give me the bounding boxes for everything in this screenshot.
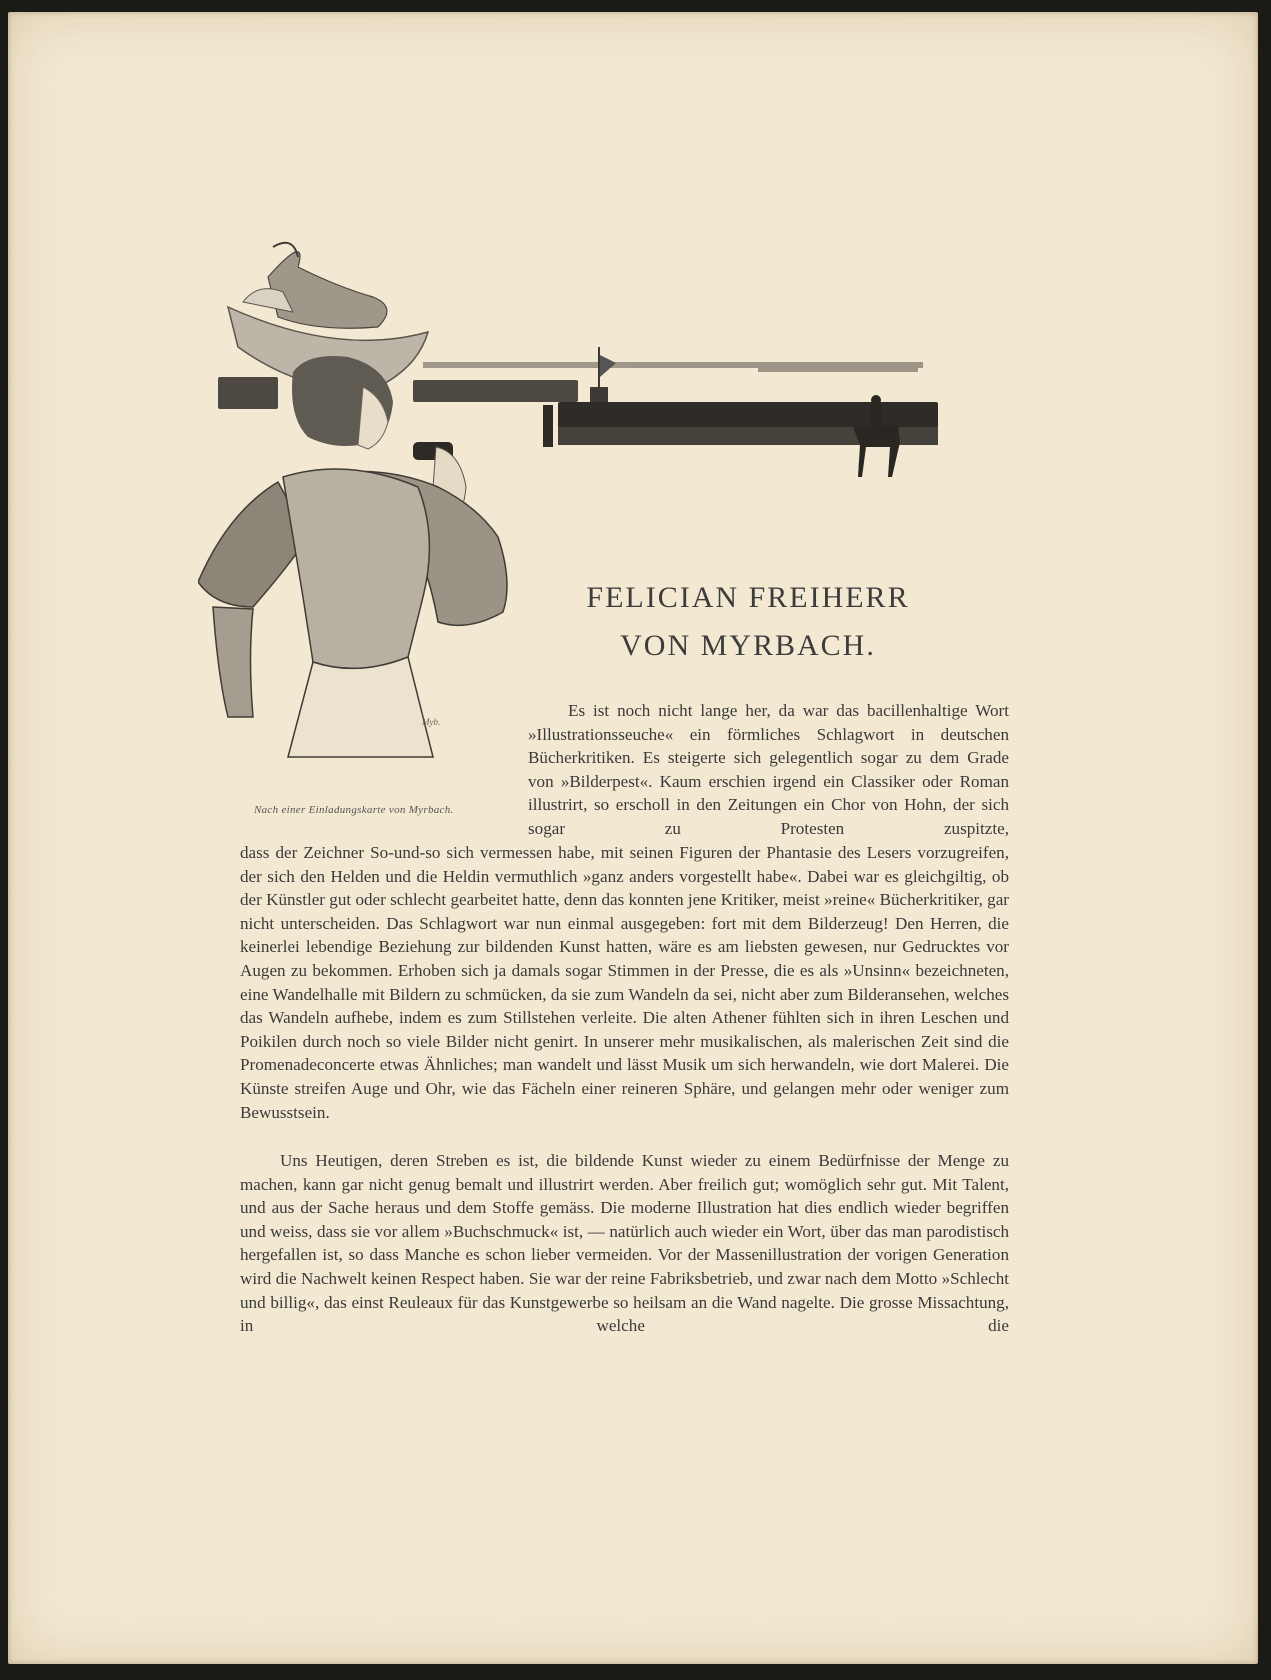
title-line-1: FELICIAN FREIHERR <box>586 581 910 614</box>
body-paragraph-1-text: dass der Zeichner So-und-so sich vermessen habe, mit seinen Figuren der Phantasie des Lesers vorzugreifen, der sich den Helden und die Heldin vermuthlich »ganz anders vorgestellt habe«. Dabei war es gleichgiltig, ob der Künstler gut oder schlecht gearbeitet hatte, denn das konnten jene Kritiker, meist »reine« Bücherkritiker, gar nicht unterscheiden. Das Schlagwort war nun einmal ausgegeben: fort mit dem Bilderzeug! Den Herren, die keinerlei lebendige Beziehung zur bildenden Kunst hatten, wäre es am liebsten gewesen, nur Gedrucktes vor Augen zu bekommen. Erhoben sich ja damals sogar Stimmen in der Presse, die es als »Unsinn« bezeichneten, eine Wandelhalle mit Bildern zu schmücken, da sie zum Wandeln da sei, nicht aber zum Bilderansehen, welches das Wandeln aufhebe, indem es zum Stillstehen verleite. Die alten Athener fühlten sich in ihren Leschen und Poikilen durch noch so viele Bilder nicht genirt. In unserer mehr musikalischen, als malerischen Zeit sind die Promenadeconcerte etwas Ähnliches; man wandelt und lässt Musik um sich herwandeln, wie dort Malerei. Die Künste streifen Auge und Ohr, wie das Fächeln einer reineren Sphäre, und gelangen mehr oder weniger zum Bewusstsein. <box>240 843 1009 1122</box>
illustration-caption: Nach einer Einladungskarte von Myrbach. <box>254 804 454 816</box>
left-troop-column <box>218 377 578 409</box>
body-paragraph-2-text: Uns Heutigen, deren Streben es ist, die bildende Kunst wieder zu einem Bedürfnisse der Menge zu machen, kann gar nicht genug bemalt und illustrirt werden. Aber freilich gut; womöglich sehr gut. Mit Talent, und aus der Sache heraus und dem Stoffe gemäss. Die moderne Illustration hat dies endlich wieder begriffen und weiss, dass sie vor allem »Buchschmuck« ist, — natürlich auch wieder ein Wort, über das man parodistisch hergefallen ist, so dass Manche es schon lieber vermeiden. Vor der Massenillustration der vorigen Generation wird die Nachwelt keinen Respect haben. Sie war der reine Fabriksbetrieb, und zwar nach dem Motto »Schlecht und billig«, das einst Reuleaux für das Kunstgewerbe so heilsam an die Wand nagelte. Die grosse Missachtung, in welche die <box>240 1151 1009 1336</box>
body-paragraph-2 <box>240 1149 1009 1338</box>
artist-monogram: Myb. <box>422 717 441 727</box>
article-title <box>553 574 943 670</box>
horizon-troops <box>423 362 923 372</box>
page-sheet <box>8 12 1258 1664</box>
intro-paragraph <box>528 699 1009 841</box>
woman-body <box>198 469 507 757</box>
intro-text: Es ist noch nicht lange her, da war das bacillenhaltige Wort »Illustrationsseuche« ein förmliches Schlagwort in deutschen Bücherkritiken. Es steigerte sich gelegentlich sogar zu dem Grade von »Bilderpest«. Kaum erschien irgend ein Classiker oder Roman illustrirt, so erscholl in den Zeitungen ein Chor von Hohn, der sich sogar zu Protesten zuspitzte, <box>528 701 1009 838</box>
title-line-2: VON MYRBACH. <box>620 629 876 662</box>
body-paragraph-1 <box>240 841 1009 1124</box>
